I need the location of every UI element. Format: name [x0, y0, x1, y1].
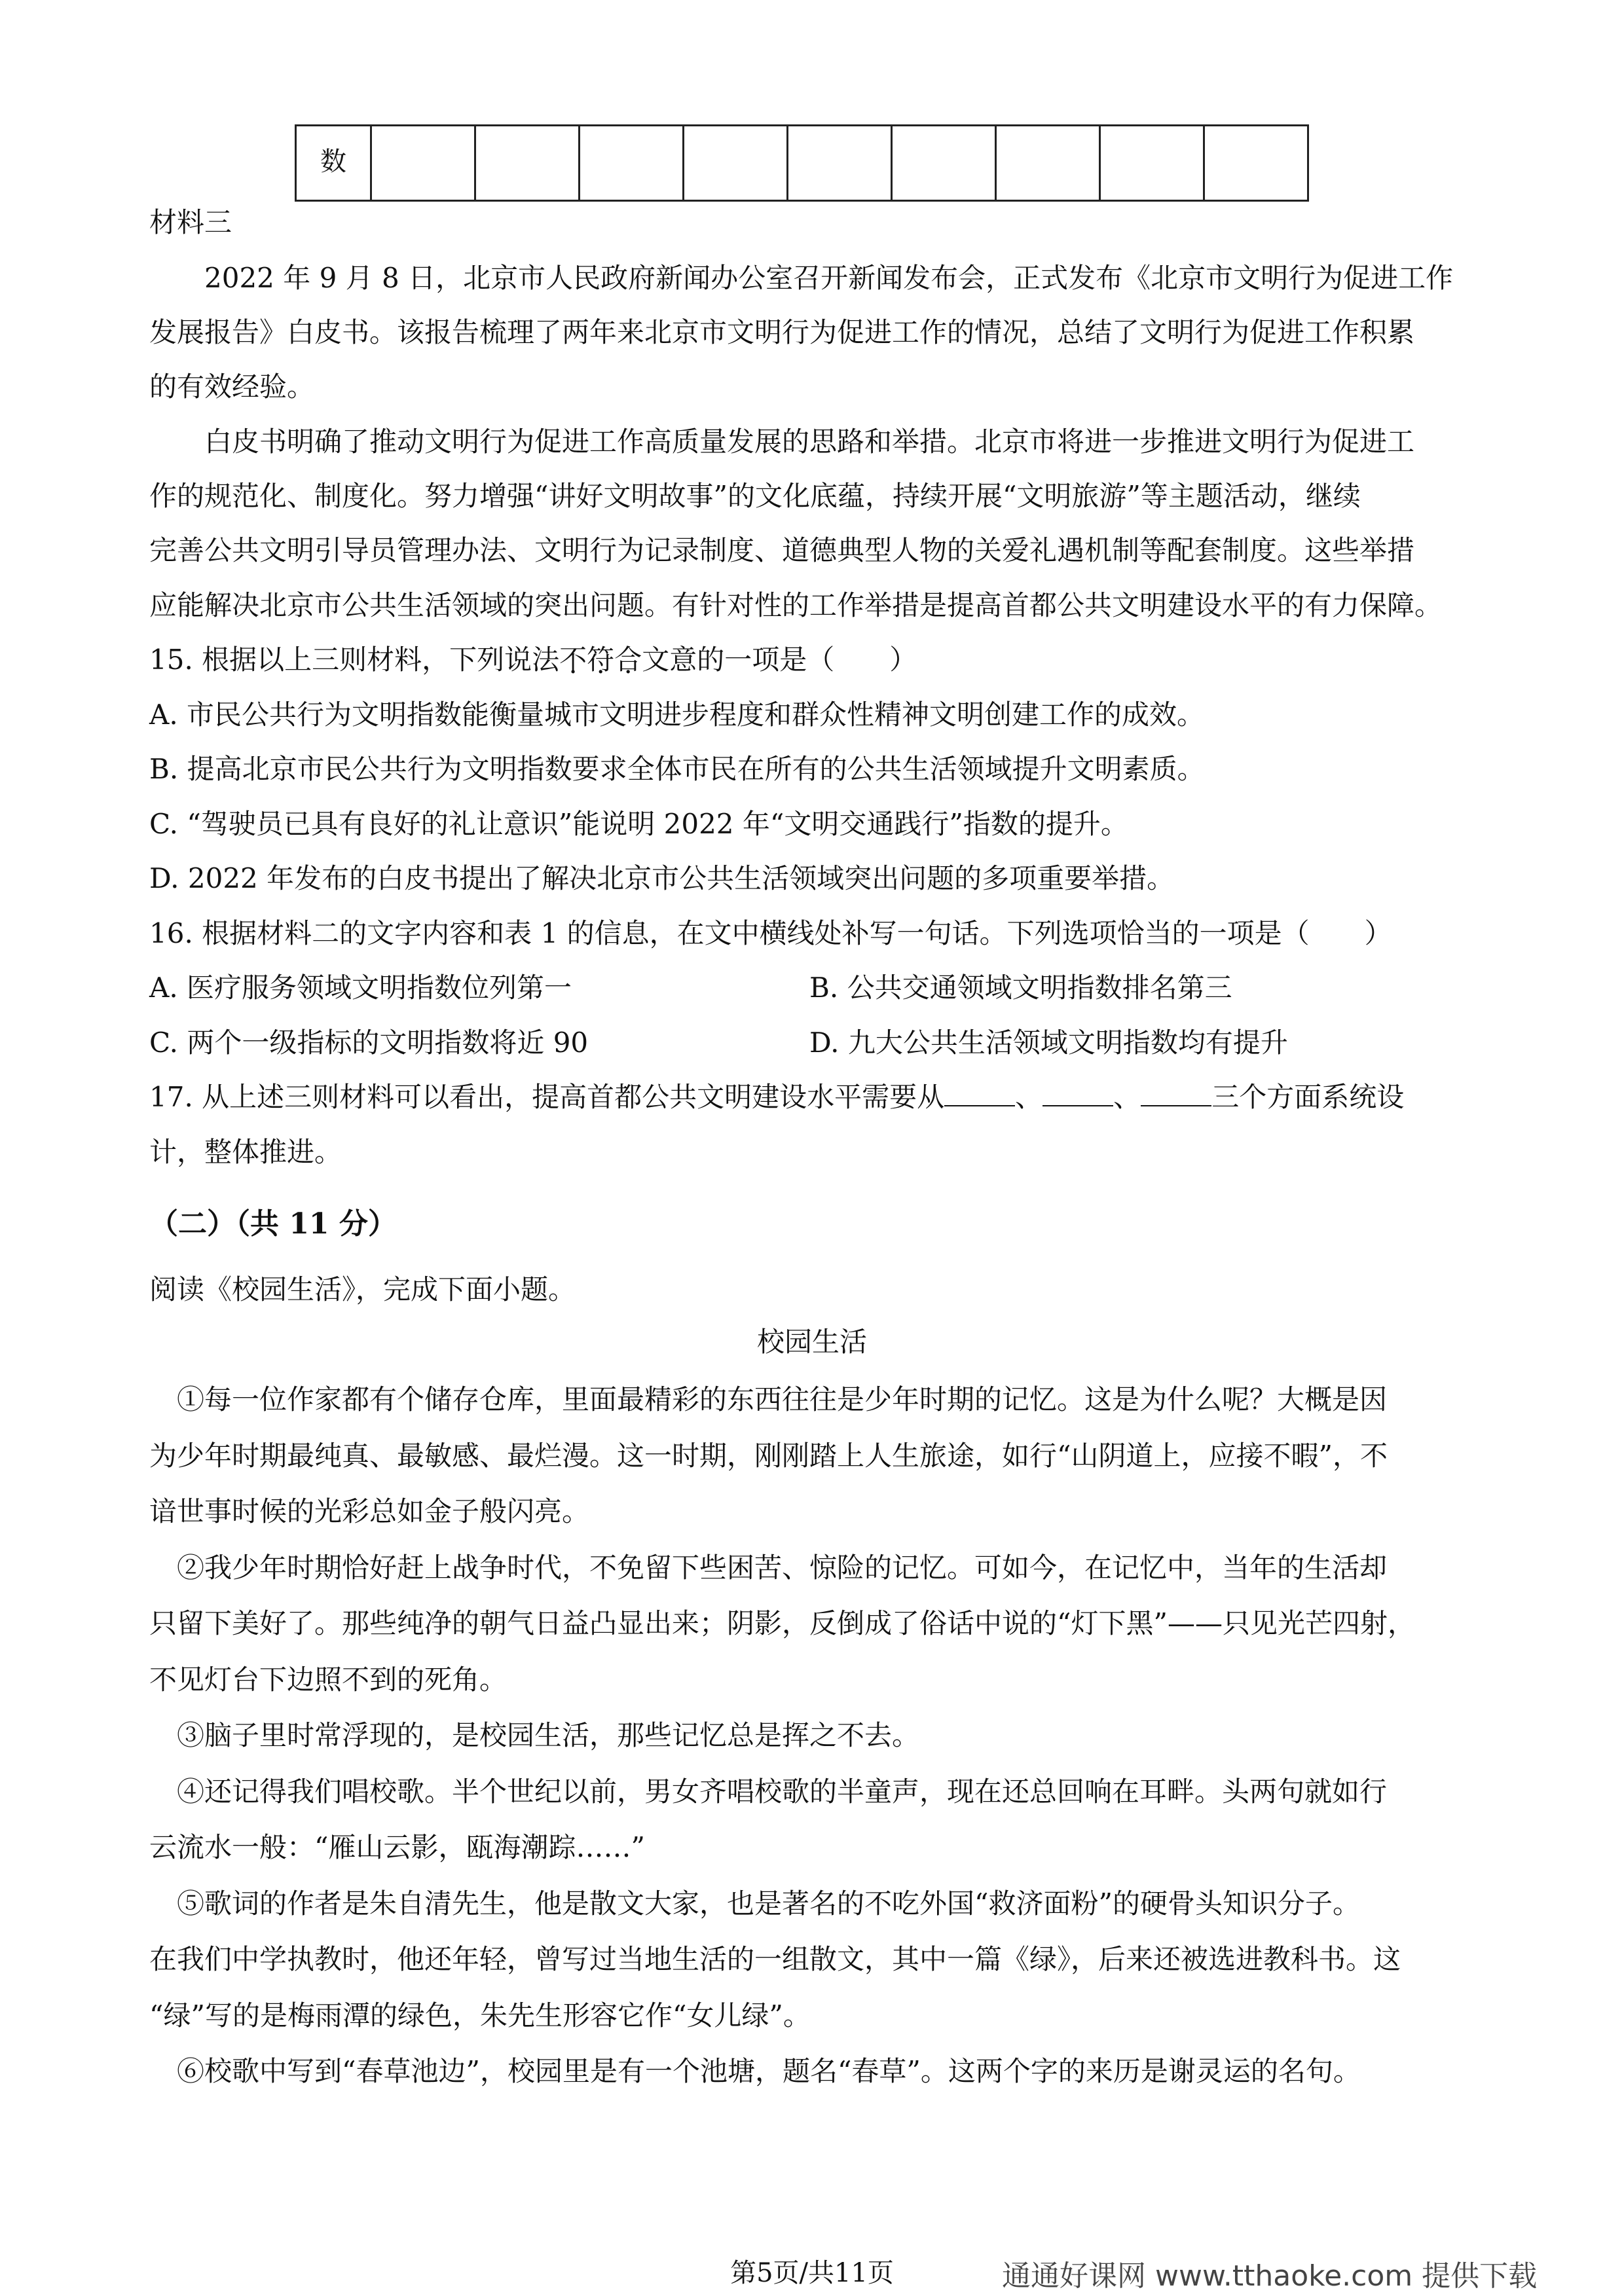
separator: 、: [1015, 1081, 1043, 1113]
question-17-stem: [149, 1078, 1404, 1117]
emphasis-dot: 符: [587, 644, 615, 676]
article-line: ⑥校歌中写到“春草池边”，校园里是有一个池塘，题名“春草”。这两个字的来历是谢灵运的名句。: [149, 2055, 1361, 2087]
emphasis-dot: 不: [559, 644, 587, 676]
emphasis-text: [559, 644, 642, 676]
emphasis-dot: 合: [614, 644, 642, 676]
material-label: 材料三: [149, 206, 232, 238]
paragraph-line: 的有效经验。: [149, 371, 315, 403]
article-line: 云流水一般：“雁山云影，瓯海潮踪……”: [149, 1831, 645, 1863]
table-cell: [996, 126, 1100, 201]
paragraph-line: 2022 年 9 月 8 日，北京市人民政府新闻办公室召开新闻发布会，正式发布《北京市文明行为促进工作: [149, 262, 1454, 294]
article-line: ①每一位作家都有个储存仓库，里面最精彩的东西往往是少年时期的记忆。这是为什么呢？大概是因: [149, 1383, 1388, 1415]
table-cell: [892, 126, 996, 201]
question-16-stem: 16. 根据材料二的文字内容和表 1 的信息，在文中横线处补写一句话。下列选项恰当的一项是（ ）: [149, 917, 1392, 949]
option-d: D. 2022 年发布的白皮书提出了解决北京市公共生活领域突出问题的多项重要举措。: [149, 862, 1175, 894]
article-line: “绿”写的是梅雨潭的绿色，朱先生形容它作“女儿绿”。: [149, 1999, 811, 2032]
page-number: 第5页/共11页: [730, 2258, 894, 2288]
table-cell: [1204, 126, 1308, 201]
option-c: C. “驾驶员已具有良好的礼让意识”能说明 2022 年“文明交通践行”指数的提升。: [149, 808, 1128, 840]
table-cell: [684, 126, 788, 201]
article-line: ④还记得我们唱校歌。半个世纪以前，男女齐唱校歌的半童声，现在还总回响在耳畔。头两句就如行: [149, 1776, 1388, 1808]
answer-blank[interactable]: [944, 1079, 1015, 1106]
reading-instruction: 阅读《校园生活》，完成下面小题。: [149, 1273, 576, 1305]
separator: 、: [1113, 1081, 1141, 1113]
table-cell: [580, 126, 684, 201]
article-line: 只留下美好了。那些纯净的朝气日益凸显出来；阴影，反倒成了俗话中说的“灯下黑”——只见光芒四射，: [149, 1607, 1415, 1639]
question-15-stem: [149, 640, 917, 680]
article-line: ③脑子里时常浮现的，是校园生活，那些记忆总是挥之不去。: [149, 1719, 920, 1751]
section-heading: （二）（共 11 分）: [149, 1207, 397, 1241]
paragraph-line: 应能解决北京市公共生活领域的突出问题。有针对性的工作举措是提高首都公共文明建设水平的有力保障。: [149, 589, 1443, 621]
option-c: C. 两个一级指标的文明指数将近 90: [149, 1027, 589, 1059]
stem-text: 15. 根据以上三则材料，下列说法: [149, 644, 560, 676]
table-cell: [371, 126, 475, 201]
stem-text: 17. 从上述三则材料可以看出，提高首都公共文明建设水平需要从: [149, 1081, 945, 1113]
table-cell: [1100, 126, 1204, 201]
question-17-continuation: 计，整体推进。: [149, 1136, 342, 1168]
paragraph-line: 完善公共文明引导员管理办法、文明行为记录制度、道德典型人物的关爱礼遇机制等配套制度。这些举措: [149, 534, 1415, 566]
article-line: 谙世事时候的光彩总如金子般闪亮。: [149, 1495, 590, 1527]
article-line: 不见灯台下边照不到的死角。: [149, 1664, 507, 1696]
option-b: B. 提高北京市民公共行为文明指数要求全体市民在所有的公共生活领域提升文明素质。: [149, 753, 1205, 785]
option-a: A. 市民公共行为文明指数能衡量城市文明进步程度和群众性精神文明创建工作的成效。: [149, 699, 1205, 731]
option-d: D. 九大公共生活领域文明指数均有提升: [809, 1027, 1288, 1059]
answer-blank[interactable]: [1043, 1079, 1113, 1106]
article-title: 校园生活: [756, 1326, 867, 1358]
watermark: 通通好课网 www.tthaoke.com 提供下载: [1002, 2259, 1538, 2293]
option-b: B. 公共交通领域文明指数排名第三: [809, 972, 1232, 1004]
article-line: ⑤歌词的作者是朱自清先生，他是散文大家，也是著名的不吃外国“救济面粉”的硬骨头知识分子。: [149, 1887, 1360, 1920]
table-cell: [475, 126, 580, 201]
table-cell: [788, 126, 892, 201]
table-fragment: [295, 124, 1309, 202]
article-line: 在我们中学执教时，他还年轻，曾写过当地生活的一组散文，其中一篇《绿》，后来还被选进教科书。这: [149, 1943, 1401, 1975]
table-row: [296, 126, 1308, 201]
paragraph-line: 作的规范化、制度化。努力增强“讲好文明故事”的文化底蕴，持续开展“文明旅游”等主题活动，继续: [149, 480, 1361, 512]
article-line: 为少年时期最纯真、最敏感、最烂漫。这一时期，刚刚踏上人生旅途，如行“山阴道上，应接不暇”，不: [149, 1440, 1388, 1472]
option-a: A. 医疗服务领域文明指数位列第一: [149, 972, 572, 1004]
paragraph-line: 白皮书明确了推动文明行为促进工作高质量发展的思路和举措。北京市将进一步推进文明行为促进工: [149, 426, 1415, 458]
article-line: ②我少年时期恰好赶上战争时代，不免留下些困苦、惊险的记忆。可如今，在记忆中，当年的生活却: [149, 1552, 1388, 1584]
stem-text: 文意的一项是（ ）: [642, 644, 917, 676]
answer-blank[interactable]: [1141, 1079, 1211, 1106]
stem-text: 三个方面系统设: [1211, 1081, 1405, 1113]
paragraph-line: 发展报告》白皮书。该报告梳理了两年来北京市文明行为促进工作的情况，总结了文明行为促进工作积累: [149, 316, 1415, 348]
table-cell-label: 数: [296, 126, 371, 201]
